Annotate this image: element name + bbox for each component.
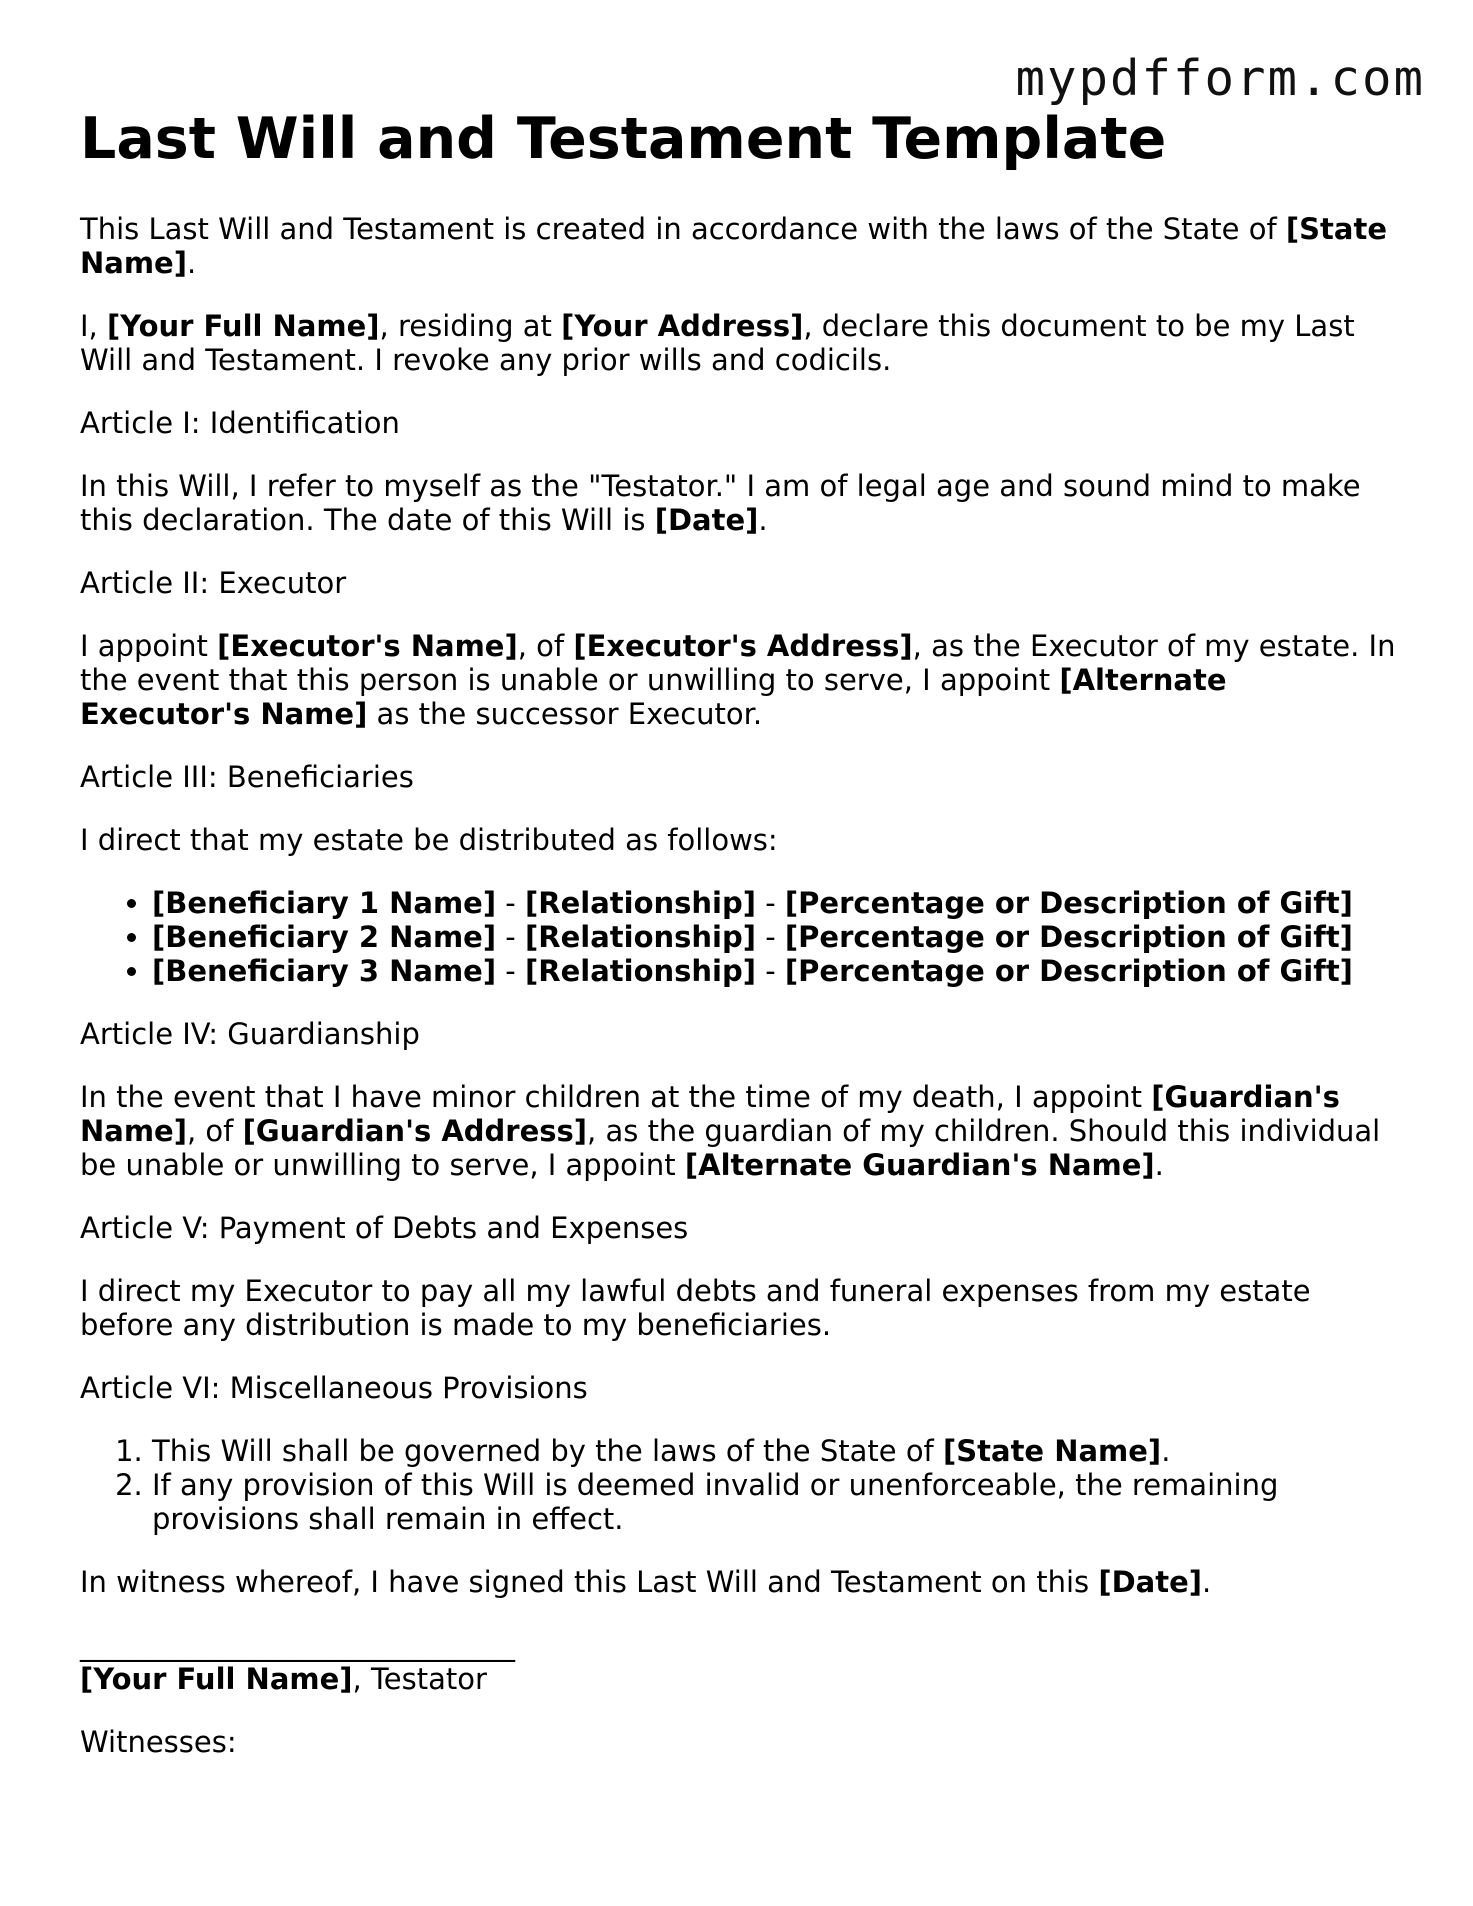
article5-paragraph: I direct my Executor to pay all my lawful debts and funeral expenses from my estate before any distribution is made to my beneficiaries.: [80, 1274, 1311, 1342]
article2-text: I appoint: [80, 629, 218, 663]
separator: -: [756, 920, 785, 954]
article1-text: In this Will, I refer to myself as the "Testator." I am of legal age and sound mind to make this declaration. The date of this Will is: [80, 469, 1361, 537]
full-name-placeholder: [Your Full Name]: [107, 309, 380, 343]
signature-line: ______________________________: [80, 1628, 515, 1662]
intro-paragraph: [80, 212, 1400, 280]
guardian-name-placeholder: [Guardian's Name]: [80, 1080, 1340, 1148]
state-name-placeholder: [State Name]: [80, 212, 1388, 280]
article4-end: .: [1154, 1148, 1164, 1182]
date-placeholder: [Date]: [1098, 1565, 1203, 1599]
article4-text: , as the guardian of my children. Should this individual be unable or unwilling to serve, I appoint: [80, 1114, 1381, 1182]
document-title: Last Will and Testament Template: [80, 106, 1167, 172]
article4-text: , of: [186, 1114, 243, 1148]
beneficiary-relationship: [Relationship]: [525, 920, 756, 954]
list-item: [152, 954, 1400, 988]
list-item: [152, 920, 1400, 954]
testator-name-placeholder: [Your Full Name]: [80, 1662, 353, 1696]
beneficiary-relationship: [Relationship]: [525, 954, 756, 988]
signature-name: [80, 1662, 1400, 1696]
witness-paragraph: [80, 1565, 1400, 1599]
beneficiary-gift: [Percentage or Description of Gift]: [784, 886, 1353, 920]
article4-paragraph: [80, 1080, 1400, 1182]
beneficiary-name: [Beneficiary 1 Name]: [152, 886, 497, 920]
list-item: [152, 886, 1400, 920]
article3-intro: I direct that my estate be distributed as follows:: [80, 823, 778, 857]
witness-end: .: [1202, 1565, 1212, 1599]
declaration-paragraph: [80, 309, 1400, 377]
article2-text: as the successor Executor.: [367, 697, 763, 731]
beneficiary-gift: [Percentage or Description of Gift]: [784, 920, 1353, 954]
witnesses-label: Witnesses:: [80, 1725, 237, 1759]
separator: -: [756, 954, 785, 988]
article1-end: .: [758, 503, 768, 537]
alternate-executor-placeholder: [Alternate Executor's Name]: [80, 663, 1227, 731]
separator: -: [496, 954, 525, 988]
document-body: [80, 212, 1400, 1788]
executor-name-placeholder: [Executor's Name]: [217, 629, 518, 663]
testator-role: , Testator: [352, 1662, 487, 1696]
beneficiary-relationship: [Relationship]: [525, 886, 756, 920]
article2-paragraph: [80, 629, 1400, 731]
article-heading: Article II: Executor: [80, 566, 347, 600]
article-heading: Article IV: Guardianship: [80, 1017, 420, 1051]
intro-end: .: [186, 246, 197, 280]
declaration-text: I,: [80, 309, 107, 343]
guardian-address-placeholder: [Guardian's Address]: [242, 1114, 588, 1148]
separator: -: [496, 886, 525, 920]
article4-text: In the event that I have minor children at the time of my death, I appoint: [80, 1080, 1152, 1114]
executor-address-placeholder: [Executor's Address]: [573, 629, 913, 663]
intro-text: This Last Will and Testament is created in accordance with the laws of the State of: [80, 212, 1286, 246]
date-placeholder: [Date]: [654, 503, 759, 537]
declaration-text: , declare this document to be my Last Will and Testament. I revoke any prior wills and codicils.: [80, 309, 1355, 377]
article2-text: , of: [517, 629, 574, 663]
article-heading: Article I: Identification: [80, 406, 400, 440]
article-heading: Article VI: Miscellaneous Provisions: [80, 1371, 588, 1405]
list-item: [152, 1434, 1400, 1468]
article1-paragraph: [80, 469, 1400, 537]
article-heading: Article V: Payment of Debts and Expenses: [80, 1211, 689, 1245]
list-item: 2. If any provision of this Will is deemed invalid or unenforceable, the remaining provisions shall remain in effect.: [152, 1468, 1400, 1536]
beneficiary-gift: [Percentage or Description of Gift]: [784, 954, 1353, 988]
article2-text: , as the Executor of my estate. In the event that this person is unable or unwilling to serve, I appoint: [80, 629, 1396, 697]
separator: -: [756, 886, 785, 920]
provisions-list: [80, 1434, 1400, 1536]
beneficiary-name: [Beneficiary 2 Name]: [152, 920, 497, 954]
article-heading: Article III: Beneficiaries: [80, 760, 414, 794]
witness-text: In witness whereof, I have signed this Last Will and Testament on this: [80, 1565, 1099, 1599]
state-name-placeholder: [State Name]: [943, 1434, 1162, 1468]
beneficiary-list: [80, 886, 1400, 988]
beneficiary-name: [Beneficiary 3 Name]: [152, 954, 497, 988]
provision-text: This Will shall be governed by the laws of the State of: [152, 1434, 943, 1468]
watermark: mypdfform.com: [1015, 50, 1425, 107]
provision-end: .: [1161, 1434, 1171, 1468]
separator: -: [496, 920, 525, 954]
alternate-guardian-placeholder: [Alternate Guardian's Name]: [684, 1148, 1155, 1182]
address-placeholder: [Your Address]: [561, 309, 804, 343]
declaration-text: , residing at: [379, 309, 562, 343]
